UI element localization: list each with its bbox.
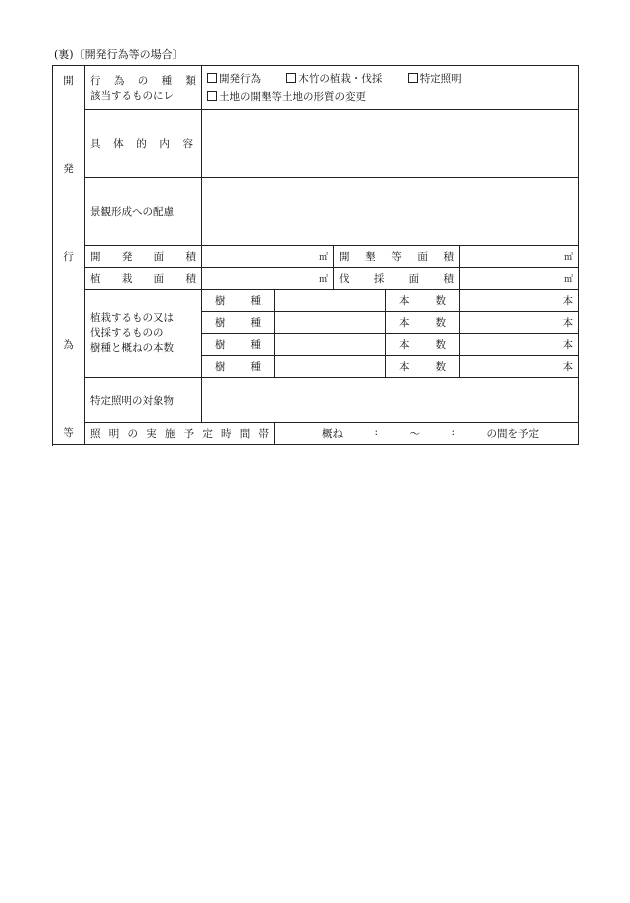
side-char: 発: [63, 162, 74, 175]
count-input[interactable]: 本: [460, 334, 579, 356]
felling-area-label: 伐 採 面 積: [334, 268, 460, 290]
dev-area-input[interactable]: ㎡: [202, 246, 334, 268]
count-input[interactable]: 本: [460, 356, 579, 378]
felling-area-input[interactable]: ㎡: [460, 268, 579, 290]
type-options-cell: [202, 66, 579, 110]
species-label: 樹 種: [202, 312, 275, 334]
species-input[interactable]: [275, 334, 386, 356]
checkbox-icon[interactable]: [207, 73, 217, 83]
count-label: 本 数: [386, 290, 460, 312]
landscape-label-cell: 景観形成への配慮: [85, 178, 202, 246]
form-heading: (裏)〔開発行為等の場合〕: [54, 48, 184, 61]
planting-area-input[interactable]: ㎡: [202, 268, 334, 290]
option-tree-planting[interactable]: 木竹の植栽・伐採: [286, 73, 382, 85]
dev-area-label: 開 発 面 積: [85, 246, 202, 268]
lighting-input-cell[interactable]: [202, 378, 579, 423]
type-label-line1: 行 為 の 種 類: [90, 74, 196, 87]
checkbox-icon[interactable]: [286, 73, 296, 83]
species-label: 樹 種: [202, 334, 275, 356]
count-input[interactable]: 本: [460, 312, 579, 334]
option-land-reclamation[interactable]: 土地の開墾等土地の形質の変更: [207, 91, 366, 103]
type-label-line2: 該当するものにレ: [90, 89, 174, 102]
species-input[interactable]: [275, 290, 386, 312]
development-form-table: [52, 65, 579, 445]
species-input[interactable]: [275, 356, 386, 378]
side-char: 等: [63, 426, 74, 439]
reclaim-area-label: 開 墾 等 面 積: [334, 246, 460, 268]
checkbox-icon[interactable]: [408, 73, 418, 83]
option-specific-lighting[interactable]: 特定照明: [408, 73, 462, 85]
side-label-column: [53, 66, 85, 445]
count-label: 本 数: [386, 356, 460, 378]
type-label-cell: [85, 66, 202, 110]
content-input-cell[interactable]: [202, 110, 579, 178]
time-value-cell[interactable]: 概ね : 〜 : の間を予定: [275, 423, 579, 445]
content-label-cell: 具 体 的 内 容: [85, 110, 202, 178]
reclaim-area-input[interactable]: ㎡: [460, 246, 579, 268]
planting-area-label: 植 栽 面 積: [85, 268, 202, 290]
lighting-label-cell: 特定照明の対象物: [85, 378, 202, 423]
option-development[interactable]: 開発行為: [207, 73, 261, 85]
count-label: 本 数: [386, 312, 460, 334]
count-input[interactable]: 本: [460, 290, 579, 312]
species-input[interactable]: [275, 312, 386, 334]
species-label: 樹 種: [202, 356, 275, 378]
side-char: 開: [63, 74, 74, 87]
species-label: 樹 種: [202, 290, 275, 312]
time-label-cell: 照 明 の 実 施 予 定 時 間 帯: [85, 423, 275, 445]
landscape-input-cell[interactable]: [202, 178, 579, 246]
side-char: 為: [63, 338, 74, 351]
count-label: 本 数: [386, 334, 460, 356]
tree-section-label: 植栽するもの又は 伐採するものの 樹種と概ねの本数: [85, 290, 202, 378]
checkbox-icon[interactable]: [207, 91, 217, 101]
side-char: 行: [63, 250, 74, 263]
